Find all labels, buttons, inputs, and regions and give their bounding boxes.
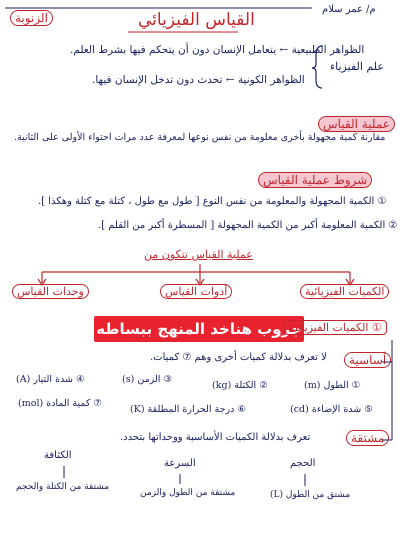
intro-label: علم الفيزياء [330, 60, 384, 73]
basic-item-mass: ② الكتلة (kg) [212, 380, 268, 391]
derived-description: تعرف بدلالة الكميات الأساسية ووحداتها بتحدد. [120, 432, 311, 443]
derived-item-speed-name: السرعة [164, 458, 196, 469]
basic-item-temperature: ⑥ درجة الحرارة المطلقة (K) [130, 404, 246, 415]
topic-badge: الزنوبة [10, 10, 53, 26]
condition-item-1: ① الكمية المجهولة والمعلومة من نفس النوع [ طول مع طول ، كتلة مع كتلة وهكذا ]. [38, 196, 387, 207]
basic-item-amount: ⑦ كمية المادة (mol) [18, 398, 102, 409]
derived-item-density-name: الكثافة [44, 450, 72, 461]
derived-item-volume-name: الحجم [290, 458, 316, 469]
basic-item-current: ④ شدة التيار (A) [16, 374, 85, 385]
physical-heading-label: الكميات الفيزيائية [289, 321, 369, 334]
component-measuring-tools: أدوات القياس [160, 284, 232, 299]
physical-number: ① [371, 321, 382, 334]
components-heading: عملية القياس تتكون من [144, 248, 253, 261]
derived-item-volume-desc: مشتق من الطول (L) [270, 490, 351, 500]
conditions-heading: شروط عملية القياس [258, 172, 372, 188]
group-banner: جروب هناخد المنهج ببساطه [94, 316, 304, 342]
basic-description: لا تعرف بدلالة كميات أخرى وهم ⑦ كميات. [150, 352, 327, 363]
intro-line-2: الظواهر الكونية ← تحدث دون تدخل الإنسان فيها. [92, 74, 305, 86]
derived-item-density-desc: مشتقة من الكتلة والحجم [16, 482, 110, 492]
derived-item-speed-desc: مشتقة من الطول والزمن [140, 488, 236, 498]
basic-item-length: ① الطول (m) [304, 380, 361, 391]
component-physical-quantities: الكميات الفيزيائية [300, 284, 389, 299]
basic-label: أساسية [344, 352, 391, 368]
page-title: القياس الفيزيائي [138, 10, 255, 30]
derived-label: مشتقة [346, 430, 389, 446]
component-measuring-units: وحدات القياس [12, 284, 89, 299]
measurement-definition: مقارنة كمية مجهولة بأخرى معلومة من نفس نوعها لمعرفة عدد مرات احتواء الأولى على الثانية. [14, 132, 386, 143]
basic-item-luminous: ⑤ شدة الإضاءة (cd) [290, 404, 373, 415]
basic-item-time: ③ الزمن (s) [122, 374, 172, 385]
author-label: م/ عمر سلام [322, 4, 376, 15]
intro-line-1: الظواهر الطبيعية ← يتعامل الإنسان دون أن يتحكم فيها بشرط العلم. [70, 44, 365, 56]
condition-item-2: ② الكمية المعلومة أكبر من الكمية المجهولة [ المسطرة أكبر من القلم ]. [98, 220, 398, 231]
measurement-heading: عملية القياس [318, 116, 395, 132]
